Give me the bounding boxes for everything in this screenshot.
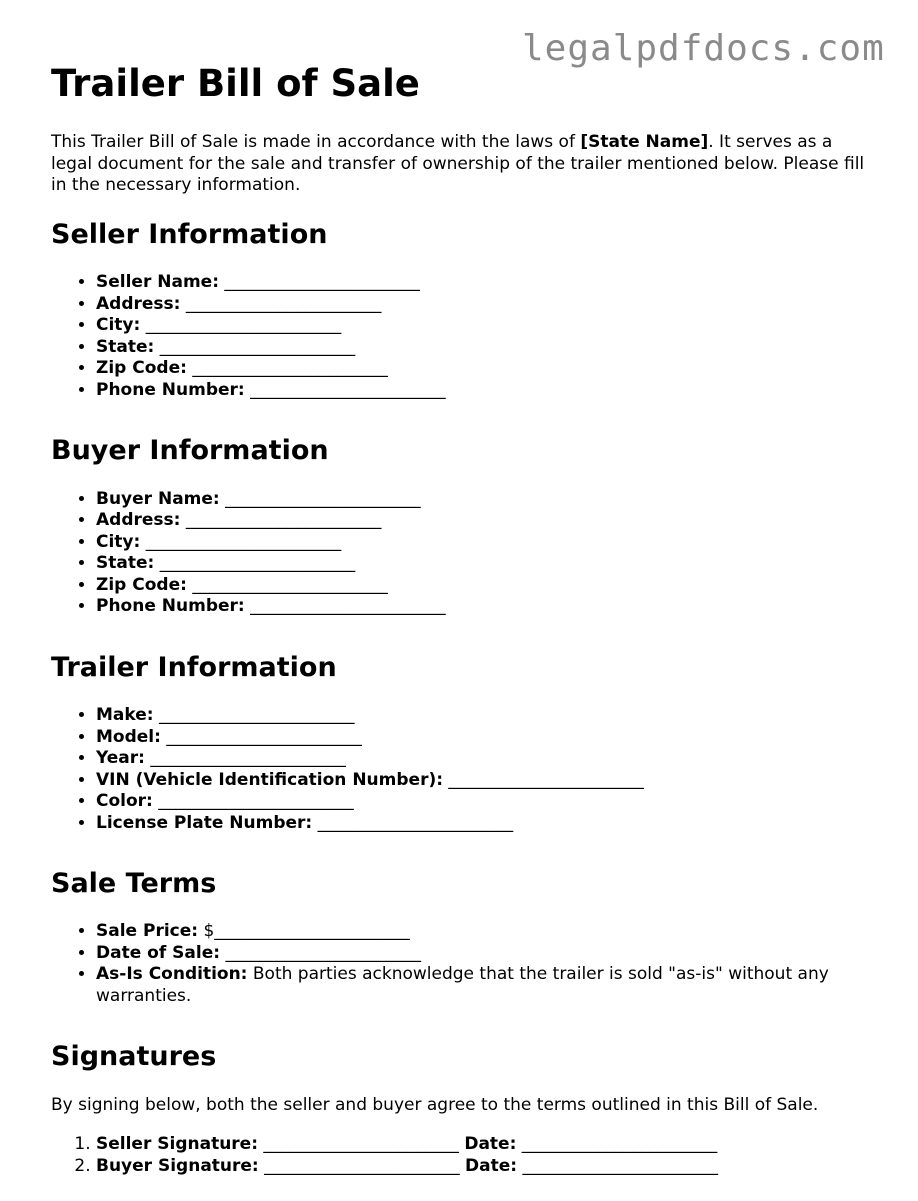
field-label: Color:: [96, 791, 153, 812]
field-label: Make:: [96, 705, 154, 726]
field-blank[interactable]: _______________________: [192, 358, 388, 379]
signatures-heading: Signatures: [51, 1041, 217, 1073]
field-label: Buyer Signature:: [96, 1155, 259, 1176]
field-label: Seller Name:: [96, 272, 220, 293]
date-blank[interactable]: _______________________: [522, 1155, 718, 1176]
buyer-zip-field: [96, 575, 877, 597]
field-label: Model:: [96, 726, 161, 747]
field-label: Address:: [96, 510, 181, 531]
field-label: Sale Price:: [96, 921, 199, 942]
field-label: Date of Sale:: [96, 942, 221, 963]
field-blank[interactable]: _______________________: [185, 293, 382, 314]
sale-price-field: [96, 921, 877, 943]
field-label: State:: [96, 553, 155, 574]
field-label: Address:: [96, 293, 181, 314]
seller-state-field: [96, 337, 877, 359]
buyer-name-field: [96, 489, 877, 511]
signature-lines: [51, 1134, 877, 1177]
as-is-condition: [96, 964, 877, 1007]
field-blank[interactable]: _______________________: [166, 726, 362, 747]
field-label: Zip Code:: [96, 574, 187, 595]
field-label: Buyer Name:: [96, 488, 220, 509]
field-label: Zip Code:: [96, 358, 187, 379]
field-blank[interactable]: _______________________: [192, 574, 388, 595]
field-blank[interactable]: _______________________: [150, 748, 346, 769]
trailer-year-field: [96, 748, 877, 770]
field-blank[interactable]: _______________________: [250, 379, 446, 400]
trailer-model-field: [96, 727, 877, 749]
document-body: [51, 62, 877, 1201]
seller-fields: [51, 272, 877, 401]
field-label: VIN (Vehicle Identification Number):: [96, 769, 444, 790]
field-label: Year:: [96, 748, 145, 769]
field-blank[interactable]: _______________________: [250, 596, 446, 617]
intro-paragraph: [51, 132, 877, 197]
buyer-phone-field: [96, 596, 877, 618]
terms-fields: [51, 921, 877, 1007]
field-label: As-Is Condition:: [96, 964, 248, 985]
intro-text: This Trailer Bill of Sale is made in accordance with the laws of: [51, 132, 581, 153]
trailer-make-field: [96, 705, 877, 727]
trailer-fields: [51, 705, 877, 834]
seller-zip-field: [96, 358, 877, 380]
buyer-fields: [51, 489, 877, 618]
buyer-city-field: [96, 532, 877, 554]
seller-signature-line: [96, 1134, 877, 1156]
field-label: City:: [96, 531, 141, 552]
field-blank[interactable]: _______________________: [145, 315, 342, 336]
field-blank[interactable]: _______________________: [145, 531, 342, 552]
field-blank[interactable]: _______________________: [225, 488, 421, 509]
field-blank[interactable]: _______________________: [185, 510, 382, 531]
date-label: Date:: [464, 1134, 517, 1155]
buyer-state-field: [96, 553, 877, 575]
field-blank[interactable]: _______________________: [224, 272, 420, 293]
trailer-color-field: [96, 791, 877, 813]
field-blank[interactable]: _______________________: [158, 705, 355, 726]
date-label: Date:: [465, 1155, 518, 1176]
as-is-text: Both parties acknowledge that the trailer is sold "as-is" without any warranties.: [96, 964, 829, 1006]
trailer-plate-field: [96, 813, 877, 835]
field-blank[interactable]: _______________________: [158, 791, 354, 812]
watermark: legalpdfdocs.com: [522, 28, 885, 69]
buyer-address-field: [96, 510, 877, 532]
signature-blank[interactable]: _______________________: [263, 1134, 459, 1155]
field-blank[interactable]: _______________________: [225, 942, 421, 963]
seller-heading: Seller Information: [51, 218, 328, 250]
field-label: City:: [96, 315, 141, 336]
page-title: Trailer Bill of Sale: [51, 62, 420, 105]
field-blank[interactable]: _______________________: [448, 769, 644, 790]
field-label: Phone Number:: [96, 596, 245, 617]
field-label: Seller Signature:: [96, 1134, 259, 1155]
field-label: Phone Number:: [96, 379, 245, 400]
seller-address-field: [96, 294, 877, 316]
trailer-vin-field: [96, 770, 877, 792]
seller-city-field: [96, 315, 877, 337]
seller-name-field: [96, 272, 877, 294]
field-blank[interactable]: _______________________: [159, 336, 356, 357]
trailer-heading: Trailer Information: [51, 651, 337, 683]
buyer-heading: Buyer Information: [51, 435, 329, 467]
field-label: State:: [96, 336, 155, 357]
signatures-intro: By signing below, both the seller and buyer agree to the terms outlined in this Bill of Sale.: [51, 1094, 819, 1115]
field-blank[interactable]: _______________________: [159, 553, 356, 574]
field-label: License Plate Number:: [96, 812, 313, 833]
sale-date-field: [96, 943, 877, 965]
intro-text-end: . It serves as a legal document for the sale and transfer of ownership of the trailer mentioned below. Please fill in the necessary information.: [51, 132, 865, 196]
date-blank[interactable]: _______________________: [521, 1134, 718, 1155]
buyer-signature-line: [96, 1156, 877, 1178]
signature-blank[interactable]: _______________________: [264, 1155, 460, 1176]
terms-heading: Sale Terms: [51, 868, 217, 900]
state-name-placeholder: [State Name]: [580, 132, 709, 153]
seller-phone-field: [96, 380, 877, 402]
field-blank[interactable]: _______________________: [317, 812, 514, 833]
field-blank[interactable]: $_______________________: [203, 921, 410, 942]
